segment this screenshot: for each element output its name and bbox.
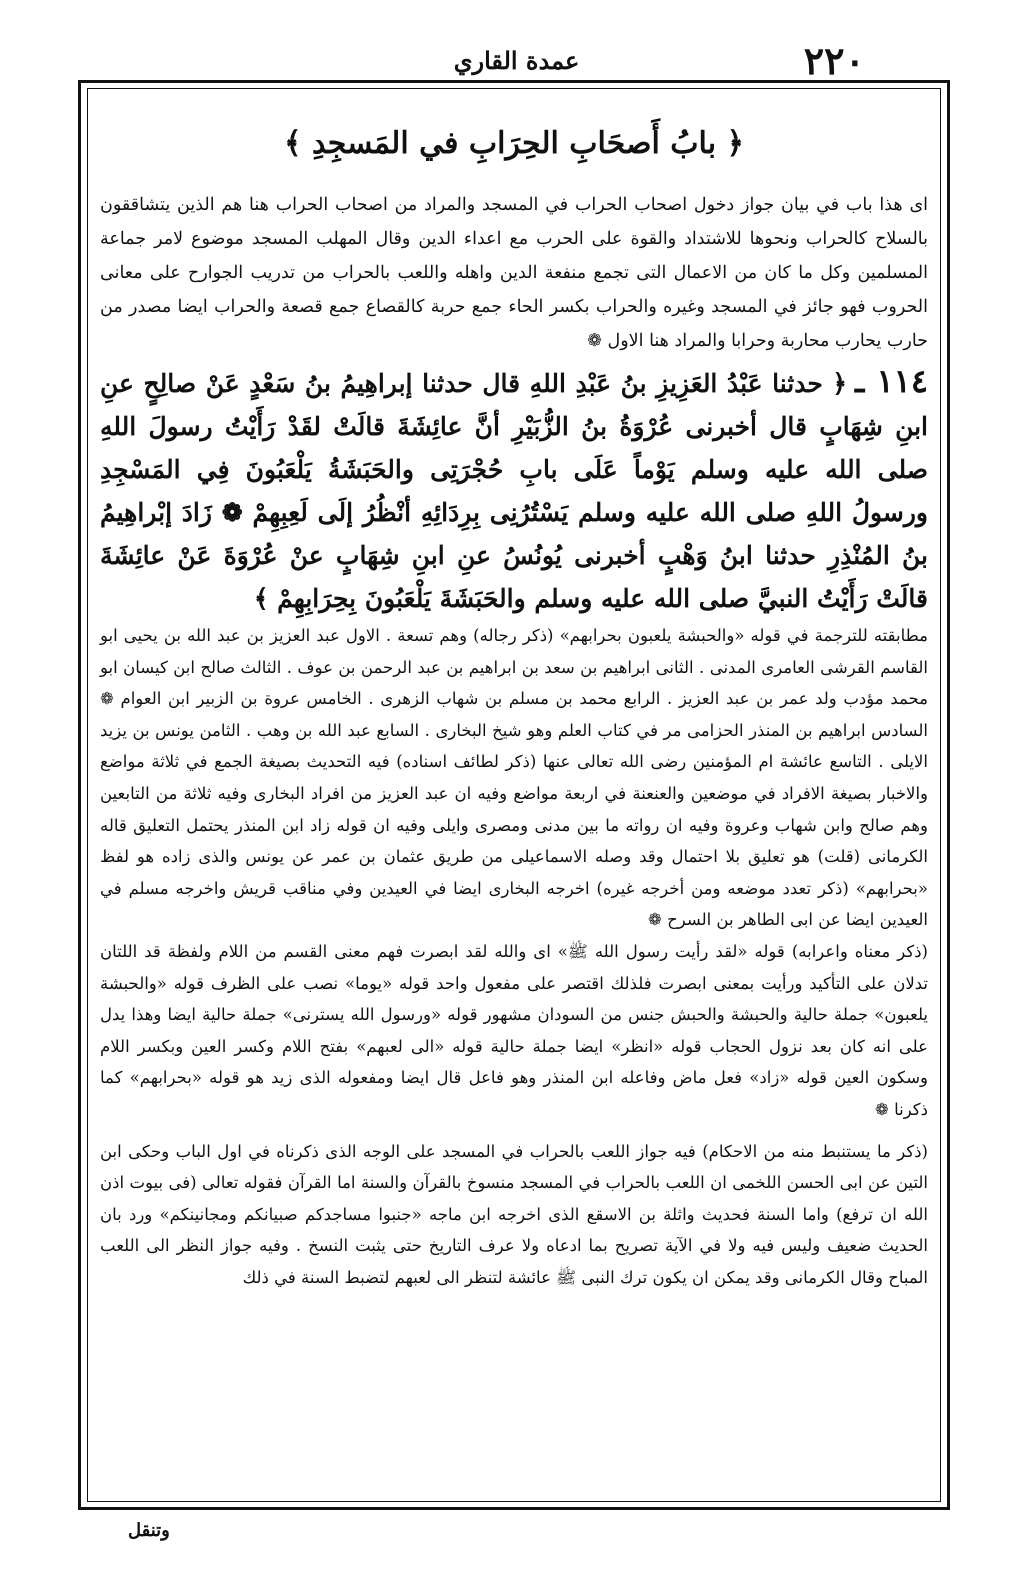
- commentary-maana: (ذكر معناه واعرابه) قوله «لقد رأيت رسول الله ﷺ» اى والله لقد ابصرت فهم معنى القسم من اللام ولفظة قد اللتان تدلان على التأكيد ورأيت بمعنى ابصرت فلذلك اقتصر على مفعول واحد قوله «يوما» نصب على الظرف قوله «والحبشة يلعبون» جملة حالية والحبشة والحبش جنس من السودان مشهور قوله «ورسول الله يسترنى» جملة حالية ايضا وهذا يدل على انه كان بعد نزول الحجاب قوله «انظر» ايضا جملة حالية قوله «الى لعبهم» بفتح اللام وكسر العين وبكسر اللام وسكون العين قوله «زاد» فعل ماض وفاعله ابن المنذر وهو فاعل قال ايضا ومفعوله الذى زيد هو قوله «بحرابهم» كما ذكرنا ❁: [100, 941, 928, 1119]
- commentary-ahkam: (ذكر ما يستنبط منه من الاحكام) فيه جواز اللعب بالحراب في المسجد على الوجه الذى ذكرناه في اول الباب وحكى ابن التين عن ابى الحسن اللخمى ان اللعب بالحراب في المسجد منسوخ بالقرآن والسنة اما القرآن فقوله تعالى (فى بيوت اذن الله ان ترفع) واما السنة فحديث واثلة بن الاسقع الذى اخرجه ابن ماجه «جنبوا مساجدكم صبيانكم ومجانينكم» ورد بان الحديث ضعيف وليس فيه ولا في الآية تصريح بما ادعاه ولا عرف التاريخ حتى يثبت النسخ . وفيه جواز النظر الى اللعب المباح وقال الكرمانى وقد يمكن ان يكون ترك النبى ﷺ عائشة لتنظر الى لعبهم لتضبط السنة في ذلك: [100, 1141, 928, 1287]
- hadith-text: ﴿ حدثنا عَبْدُ العَزِيزِ بنُ عَبْدِ اللهِ قال حدثنا إبراهِيمُ بنُ سَعْدٍ عَنْ صالِحٍ عنِ ابنِ شِهَابٍ قال أخبرنى عُرْوَةُ بنُ الزُّبَيْرِ أنَّ عائِشَةَ قالَتْ لقَدْ رَأَيْتُ رسولَ اللهِ صلى الله عليه وسلم يَوْماً عَلَى بابِ حُجْرَتِى والحَبَشَةُ يَلْعَبُونَ فِي المَسْجِدِ ورسولُ اللهِ صلى الله عليه وسلم يَسْتُرُنِى بِرِدَائِهِ أنْظُرُ إلَى لَعِبِهِمْ ❁ زَادَ إبْراهِيمُ بنُ المُنْذِرِ حدثنا ابنُ وَهْبٍ أخبرنى يُونُسُ عنِ ابنِ شِهَابٍ عنْ عُرْوَةَ عَنْ عائِشَةَ قالَتْ رَأَيْتُ النبيَّ صلى الله عليه وسلم والحَبَشَةَ يَلْعَبُونَ بِحِرَابِهِمْ ﴾: [100, 369, 928, 613]
- commentary-rijal: مطابقته للترجمة في قوله «والحبشة يلعبون بحرابهم» (ذكر رجاله) وهم تسعة . الاول عبد العزيز بن عبد الله بن يحيى ابو القاسم القرشى العامرى المدنى . الثانى ابراهيم بن سعد بن ابراهيم بن عبد الرحمن بن عوف . الثالث صالح ابن كيسان ابو محمد مؤدب ولد عمر بن عبد العزيز . الرابع محمد بن مسلم بن شهاب الزهرى . الخامس عروة بن الزبير ابن العوام ❁ السادس ابراهيم بن المنذر الحزامى مر في كتاب العلم وهو شيخ البخارى . السابع عبد الله بن وهب . الثامن يونس بن يزيد الايلى . التاسع عائشة ام المؤمنين رضى الله تعالى عنها (ذكر لطائف اسناده) فيه التحديث بصيغة الجمع في ثلاثة مواضع والاخبار بصيغة الافراد في موضعين والعنعنة في اربعة مواضع وفيه ان عبد العزيز من افراد البخارى وفيه ثلاثة من التابعين وهم صالح وابن شهاب وعروة وفيه ان رواته ما بين مدنى ومصرى وايلى وفيه ان قوله زاد ابن المنذر يحتمل التعليق قاله الكرمانى (قلت) هو تعليق بلا احتمال وقد وصله الاسماعيلى من طريق عثمان بن عمر عن يونس والذى زاده هو لفظ «بحرابهم» (ذكر تعدد موضعه ومن أخرجه غيره) اخرجه البخارى ايضا في العيدين وفي مناقب قريش واخرجه مسلم في العيدين ايضا عن ابى الطاهر بن السرح ❁: [100, 626, 928, 930]
- hadith-number: ١١٤ ـ: [855, 362, 928, 400]
- page-body: [100, 100, 928, 1500]
- hadith-block: [100, 360, 928, 620]
- chapter-heading: ﴿ بابُ أَصحَابِ الحِرَابِ في المَسجِدِ ﴾: [283, 126, 745, 161]
- page-number: ٢٢٠: [803, 38, 865, 83]
- running-title: عمدة القاري: [453, 46, 580, 75]
- catchword: وتنقل: [128, 1520, 170, 1541]
- section-divider: [100, 1126, 928, 1136]
- chapter-intro: اى هذا باب في بيان جواز دخول اصحاب الحراب في المسجد والمراد من اصحاب الحراب هنا هم الذين يتشاققون بالسلاح كالحراب ونحوها للاشتداد والقوة على الحرب مع اعداء الدين وقال المهلب المسجد موضوع لامر جماعة المسلمين وكل ما كان من الاعمال التى تجمع منفعة الدين واهله واللعب بالحراب من تدريب الجوارح على معانى الحروب فهو جائز في المسجد وغيره والحراب بكسر الحاء جمع حربة كالقصاع جمع قصعة والحراب ايضا مصدر من حارب يحارب محاربة وحرابا والمراد هنا الاول ❁: [100, 195, 928, 351]
